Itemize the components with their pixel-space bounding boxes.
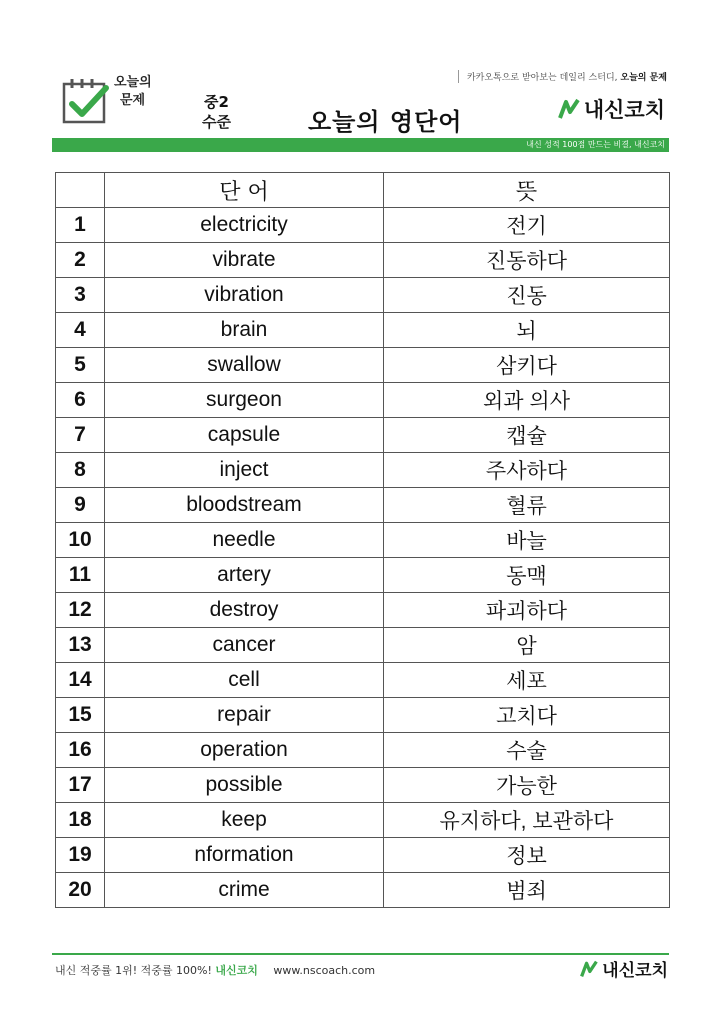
table-row — [56, 243, 670, 278]
header-num-cell — [56, 173, 105, 208]
row-meaning-cell: 수술 — [384, 733, 670, 768]
row-word-cell: repair — [105, 698, 384, 733]
row-meaning-cell: 동맥 — [384, 558, 670, 593]
row-meaning-cell: 캡슐 — [384, 418, 670, 453]
level-line-2: 수준 — [202, 113, 231, 131]
header-meaning-cell: 뜻 — [384, 173, 670, 208]
vocab-table-body — [56, 208, 670, 908]
row-meaning-cell: 정보 — [384, 838, 670, 873]
level-line-1: 중2 — [204, 93, 229, 111]
row-meaning-cell: 진동하다 — [384, 243, 670, 278]
row-word-cell: artery — [105, 558, 384, 593]
row-number-cell: 17 — [56, 768, 105, 803]
row-word-cell: cell — [105, 663, 384, 698]
row-meaning-cell: 범죄 — [384, 873, 670, 908]
table-row — [56, 733, 670, 768]
table-row — [56, 803, 670, 838]
page-title: 오늘의 영단어 — [308, 108, 463, 136]
row-number-cell: 3 — [56, 278, 105, 313]
row-number-cell: 19 — [56, 838, 105, 873]
row-word-cell: vibrate — [105, 243, 384, 278]
row-number-cell: 12 — [56, 593, 105, 628]
row-meaning-cell: 파괴하다 — [384, 593, 670, 628]
table-row — [56, 628, 670, 663]
calendar-check-icon — [62, 76, 110, 126]
row-number-cell: 16 — [56, 733, 105, 768]
row-word-cell: nformation — [105, 838, 384, 873]
row-meaning-cell: 혈류 — [384, 488, 670, 523]
table-row — [56, 278, 670, 313]
row-meaning-cell: 암 — [384, 628, 670, 663]
row-word-cell: operation — [105, 733, 384, 768]
table-header-row — [56, 173, 670, 208]
row-number-cell: 20 — [56, 873, 105, 908]
row-number-cell: 6 — [56, 383, 105, 418]
table-row — [56, 873, 670, 908]
row-meaning-cell: 외과 의사 — [384, 383, 670, 418]
table-row — [56, 313, 670, 348]
row-meaning-cell: 진동 — [384, 278, 670, 313]
row-word-cell: destroy — [105, 593, 384, 628]
footer-brand-inline: 내신코치 — [215, 964, 258, 977]
kakao-notice — [458, 70, 667, 83]
footer-brand-name: 내신코치 — [602, 961, 668, 981]
row-word-cell: cancer — [105, 628, 384, 663]
header-word-cell: 단 어 — [105, 173, 384, 208]
row-number-cell: 5 — [56, 348, 105, 383]
page-header — [52, 68, 669, 154]
row-word-cell: possible — [105, 768, 384, 803]
row-number-cell: 7 — [56, 418, 105, 453]
row-meaning-cell: 전기 — [384, 208, 670, 243]
row-word-cell: keep — [105, 803, 384, 838]
footer-text — [55, 962, 375, 978]
row-word-cell: brain — [105, 313, 384, 348]
row-meaning-cell: 유지하다, 보관하다 — [384, 803, 670, 838]
row-meaning-cell: 삼키다 — [384, 348, 670, 383]
row-number-cell: 9 — [56, 488, 105, 523]
footer-url[interactable]: www.nscoach.com — [273, 964, 376, 977]
brand-mark-icon — [558, 98, 580, 120]
row-number-cell: 14 — [56, 663, 105, 698]
brand-logo — [558, 94, 665, 124]
table-row — [56, 418, 670, 453]
row-word-cell: inject — [105, 453, 384, 488]
row-number-cell: 2 — [56, 243, 105, 278]
row-word-cell: electricity — [105, 208, 384, 243]
row-number-cell: 15 — [56, 698, 105, 733]
row-number-cell: 4 — [56, 313, 105, 348]
footer-brand-logo — [580, 956, 668, 981]
row-word-cell: swallow — [105, 348, 384, 383]
table-row — [56, 523, 670, 558]
logo-line-1: 오늘의 — [114, 75, 152, 90]
row-number-cell: 11 — [56, 558, 105, 593]
table-row — [56, 698, 670, 733]
row-number-cell: 18 — [56, 803, 105, 838]
row-word-cell: capsule — [105, 418, 384, 453]
row-word-cell: surgeon — [105, 383, 384, 418]
table-row — [56, 488, 670, 523]
table-row — [56, 348, 670, 383]
row-number-cell: 10 — [56, 523, 105, 558]
row-meaning-cell: 뇌 — [384, 313, 670, 348]
table-row — [56, 593, 670, 628]
table-row — [56, 208, 670, 243]
row-word-cell: needle — [105, 523, 384, 558]
row-number-cell: 1 — [56, 208, 105, 243]
row-word-cell: crime — [105, 873, 384, 908]
row-number-cell: 8 — [56, 453, 105, 488]
row-word-cell: vibration — [105, 278, 384, 313]
row-meaning-cell: 세포 — [384, 663, 670, 698]
table-row — [56, 558, 670, 593]
header-slogan: 내신 성적 100점 만드는 비결, 내신코치 — [526, 140, 665, 149]
logo-text — [114, 74, 152, 110]
table-row — [56, 663, 670, 698]
table-row — [56, 383, 670, 418]
row-number-cell: 13 — [56, 628, 105, 663]
level-label — [202, 92, 231, 132]
row-meaning-cell: 가능한 — [384, 768, 670, 803]
kakao-prefix: 카카오톡으로 받아보는 데일리 스터디, — [466, 73, 618, 83]
footer-divider — [52, 953, 669, 955]
brand-name: 내신코치 — [583, 98, 665, 122]
header-green-bar — [52, 138, 669, 152]
table-row — [56, 838, 670, 873]
logo-line-2: 문제 — [120, 93, 146, 108]
kakao-bold: 오늘의 문제 — [620, 73, 667, 83]
vocab-table — [55, 172, 670, 908]
table-row — [56, 768, 670, 803]
row-meaning-cell: 바늘 — [384, 523, 670, 558]
row-meaning-cell: 고치다 — [384, 698, 670, 733]
row-word-cell: bloodstream — [105, 488, 384, 523]
footer-brand-mark-icon — [580, 960, 598, 978]
footer-tagline: 내신 적중률 1위! 적중률 100%! — [55, 964, 212, 977]
row-meaning-cell: 주사하다 — [384, 453, 670, 488]
table-row — [56, 453, 670, 488]
